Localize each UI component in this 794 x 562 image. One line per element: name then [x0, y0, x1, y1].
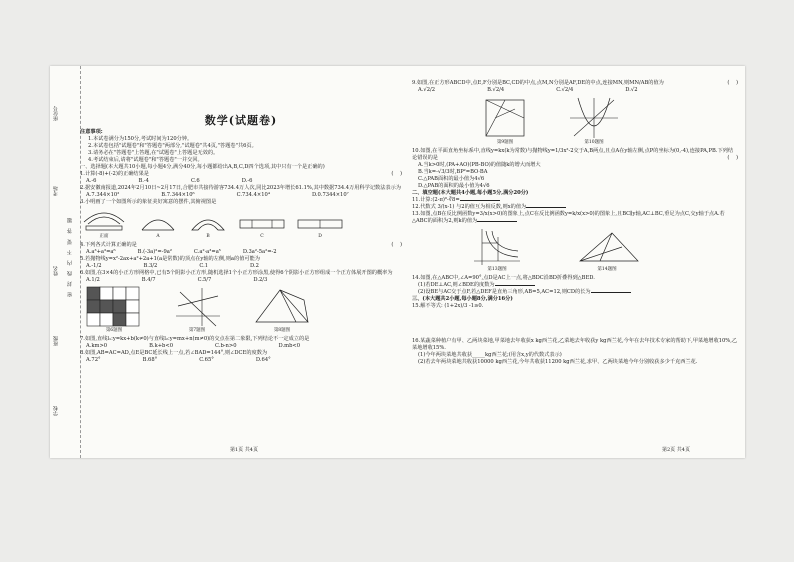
section-1-heading: 一、选择题(本大题共10小题,每小题4分,满分40分,每小题都给出A,B,C,D四个选项,其中只有一个是正确的)	[80, 163, 325, 170]
view-option-c: C	[238, 212, 286, 240]
footer-right: 第2页 共4页	[662, 447, 690, 454]
view-option-b: B	[188, 212, 228, 240]
seal-line-text: 密 封 线 内 不 要 答 题	[67, 216, 73, 298]
binding-margin	[50, 66, 81, 458]
q16-part-1: (1)今年两块菜地共收获_____kg西兰花;(用含x,y的代数式表示)	[418, 352, 562, 359]
page-right	[412, 66, 738, 458]
notes-title: 注意事项:	[80, 128, 103, 135]
right-figures-2	[412, 227, 738, 273]
square-figure: 第9题图	[482, 96, 528, 146]
grid-figure: 第6题图	[86, 286, 142, 334]
view-option-a: A	[138, 212, 178, 240]
right-figures-1	[412, 96, 738, 146]
parabola-figure: 第10题图	[568, 96, 620, 146]
q7-options: A.km>0 B.k+b<0 C.b-n>0 D.mb<0	[86, 343, 301, 350]
page-left	[80, 66, 402, 458]
note-1: 1.本试卷满分为150分,考试时间为120分钟。	[88, 135, 193, 142]
q1-options: A.-6 B.-4 C.6 D.-6	[86, 177, 253, 184]
triangle-figure: 第8题图	[252, 286, 312, 334]
question-14: 14.如图,在△ABC中,∠A=90°,点D是AC上一点,将△BDC沿BD折叠得到△BED.	[412, 275, 595, 282]
q14-part-2: (2)设BE与AC交于点F,若△DEF是直角三角形,AB=5,AC=12,则CD的长为	[412, 289, 738, 296]
question-7: 7.如图,直线l₁:y=kx+b(k≠0)与直线l₂:y=mx+n(m≠0)的交点在第二象限,下列结论不一定成立的是	[80, 336, 310, 343]
question-15: 15.解不等式: (1+2x)/3 -1≥0.	[412, 303, 484, 310]
question-4: 4.下列各式计算正确的是 ( )	[80, 242, 402, 249]
note-2: 2.本试卷包括"试题卷"和"答题卷"两部分,"试题卷"共4页,"答题卷"共6页。	[88, 142, 257, 149]
question-5: 5.若抛物线y=x²-2ax+a²+2a+1(a是常数)的顶点在y轴的左侧,则a的值可能为	[80, 256, 260, 263]
section-2-heading: 二、填空题(本大题共4小题,每小题5分,满分20分)	[412, 190, 529, 197]
q8-options: A.72° B.68° C.65° D.64°	[86, 357, 271, 364]
fold-triangle-figure: 第14题图	[572, 227, 642, 273]
question-1: 1.计算(-8)+(-2)的正确结果是 ( )	[80, 170, 402, 177]
lines-figure: 第7题图	[172, 286, 222, 334]
exam-title: 数学(试题卷)	[204, 114, 278, 127]
question-13: 13.如图,点B在反比例函数y=3/x(x>0)的图象上,点C在反比例函数y=k/x(x>0)的图象上,且BC∥y轴,AC⊥BC,垂足为点C,交y轴于点A.若△ABC的面积为2,则k的值为	[412, 211, 725, 225]
question-2: 2.据安徽南报道,2024年2月10日~2月17日,合肥市共接待游客734.4万人次,同比2023年增长61.1%,其中数据734.4万用科学记数法表示为	[80, 184, 401, 191]
exam-sheet	[50, 66, 745, 458]
spine-label-class: 班级	[53, 336, 59, 346]
view-option-d: D	[296, 212, 344, 240]
q5-options: A.-1/2 B.3/2 C.1 D.2	[86, 263, 259, 270]
note-4: 4.考试结束后,请将"试题卷"和"答题卷"一并交回。	[88, 156, 203, 163]
note-3: 3.请务必在"答题卷"上答题,在"试题卷"上答题是无效的。	[88, 149, 219, 156]
q14-part-1: (1)若DE⊥AC,则∠BDE的度数为	[412, 282, 738, 289]
question-3: 3.小明画了一个如图所示的象征美好寓意的摆件,其俯视图是	[80, 199, 217, 205]
question-8: 8.如图,AB=AC=AD,点E是BC延长线上一点,若∠BAD=144°,则∠DCE的度数为	[80, 350, 268, 357]
q2-options: A.7.344×10² B.7.344×10⁶ C.734.4×10⁴ D.0.7344×10⁷	[86, 191, 349, 198]
q10-option-a: A.当k>0时,(PA+AO)(PB-BO)的值随k的增大而增大	[418, 162, 541, 169]
hyperbola-figure: 第13题图	[472, 227, 522, 273]
spine-label-name: 姓名	[53, 266, 59, 276]
question-12: 12.代数式 3/(x-1) 与2的值互为相反数,则x的值为	[412, 204, 738, 211]
q9-options: A.√2/2 B.√2/4 C.√2/4 D.√2	[418, 87, 638, 94]
question-10: 10.如图,在平面直角坐标系中,直线y=kx(k为常数)与抛物线y=1/3x²-2交于A,B两点,且点A在y轴左侧,点P的坐标为(0,-4),连接PA,PB.下列结论错误的是 ( )	[412, 148, 738, 162]
spine-label-room: 考场	[53, 186, 59, 196]
q16-part-2: (2)若去年两块菜地共收获10000 kg西兰花,今年共收获11200 kg西兰花,求甲、乙两块菜地今年分别收获多少千克西兰花.	[418, 359, 698, 366]
question-9: 9.如图,在正方形ABCD中,点E,F分别是BC,CD的中点,点M,N分别是AF,DE的中点,连接MN,则MN/AB的值为 ( )	[412, 80, 738, 86]
q10-option-b: B.当k=-√3/3时,BP²=BO·BA	[418, 169, 488, 176]
q4-options: A.a³+a³=a⁶ B.(-3a)²=-9a² C.a²·a³=a⁵ D.3a²-5a²=-2	[86, 249, 277, 256]
q6-options: A.1/2 B.4/7 C.5/7 D.2/3	[86, 277, 268, 284]
question-11: 11.计算:(2-π)⁰-∛8=	[412, 197, 738, 204]
left-figures	[80, 286, 402, 334]
q10-option-d: D.△PAB的面积的最小值为4√6	[418, 183, 490, 190]
ornament-figure: 正面	[80, 208, 128, 240]
spine-label-school: 学校	[53, 406, 59, 416]
q10-option-c: C.△PAB面积的最小值为4√6	[418, 176, 485, 183]
question-6: 6.如图,在3×4的小正方形网格中,已有5个阴影小正方形,随机选择1个小正方形涂黑,使得6个阴影小正方形组成一个正方体展开图的概率为	[80, 270, 393, 277]
section-3-heading: 三、(本大题共2小题,每小题8分,满分16分)	[412, 296, 513, 303]
q3-figures	[80, 208, 402, 240]
question-16: 16.某蔬菜种植户有甲、乙两块菜地,甲菜地去年收获x kg西兰花,乙菜地去年收获y kg西兰花,今年在去年技术专家的帮助下,甲菜地增收10%,乙菜地增收15%.	[412, 338, 738, 352]
footer-left: 第1页 共4页	[230, 447, 258, 454]
spine-label-seat: 座位号	[53, 106, 59, 121]
